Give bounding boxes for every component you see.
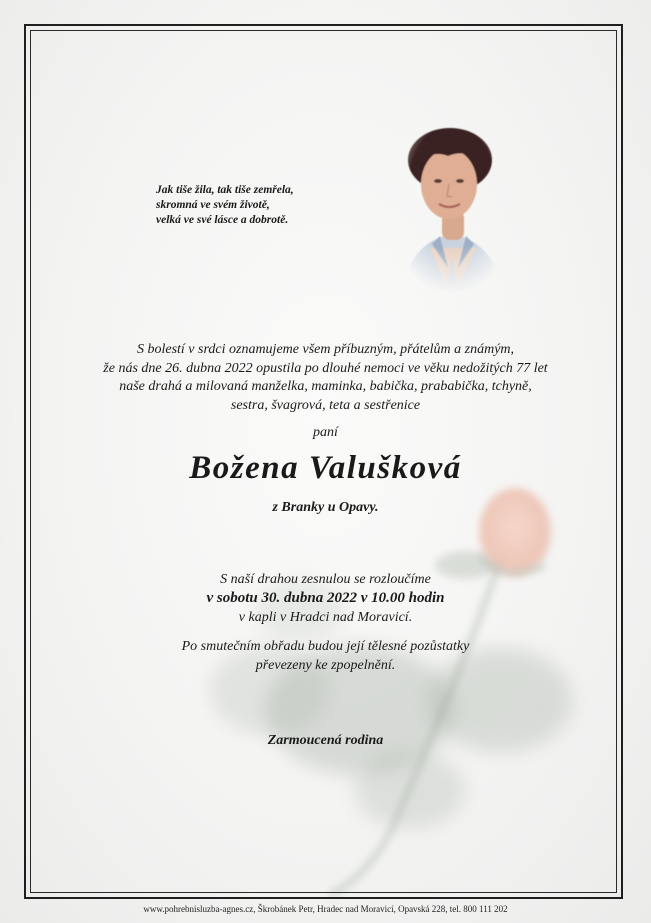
farewell-details	[60, 570, 591, 627]
cremation-line: Po smutečním obřadu budou její tělesné pozůstatky	[181, 639, 470, 654]
poem-line: skromná ve svém životě,	[156, 199, 270, 211]
portrait-photo	[392, 118, 512, 293]
deceased-origin: z Branky u Opavy.	[272, 500, 379, 515]
poem-line: velká ve své lásce a dobrotě.	[156, 214, 289, 226]
farewell-line: S naší drahou zesnulou se rozloučíme	[220, 572, 431, 587]
title-word: paní	[313, 425, 338, 440]
announcement-line: S bolestí v srdci oznamujeme všem příbuzným, přátelům a známým,	[136, 342, 515, 357]
announcement-line: že nás dne 26. dubna 2022 opustila po dlouhé nemoci ve věku nedožitých 77 let	[103, 360, 548, 376]
cremation-notice	[60, 638, 591, 675]
farewell-datetime: v sobotu 30. dubna 2022 v 10.00 hodin	[206, 590, 445, 606]
signature: Zarmoucená rodina	[267, 733, 384, 748]
announcement-line: sestra, švagrová, teta a sestřenice	[230, 397, 421, 413]
poem-verse	[156, 183, 356, 228]
deceased-name: Božena Valušková	[189, 450, 462, 486]
cremation-line: převezeny ke zpopelnění.	[255, 657, 396, 673]
announcement-text	[60, 341, 591, 415]
poem-line: Jak tiše žila, tak tiše zemřela,	[156, 184, 294, 196]
footer-contact: www.pohrebnisluzba-agnes.cz, Škrobánek Petr, Hradec nad Moravicí, Opavská 228, tel. 800 111 202	[143, 904, 508, 914]
announcement-line: naše drahá a milovaná manželka, maminka, babička, prababička, tchyně,	[119, 379, 532, 394]
farewell-place: v kapli v Hradci nad Moravicí.	[238, 610, 413, 625]
